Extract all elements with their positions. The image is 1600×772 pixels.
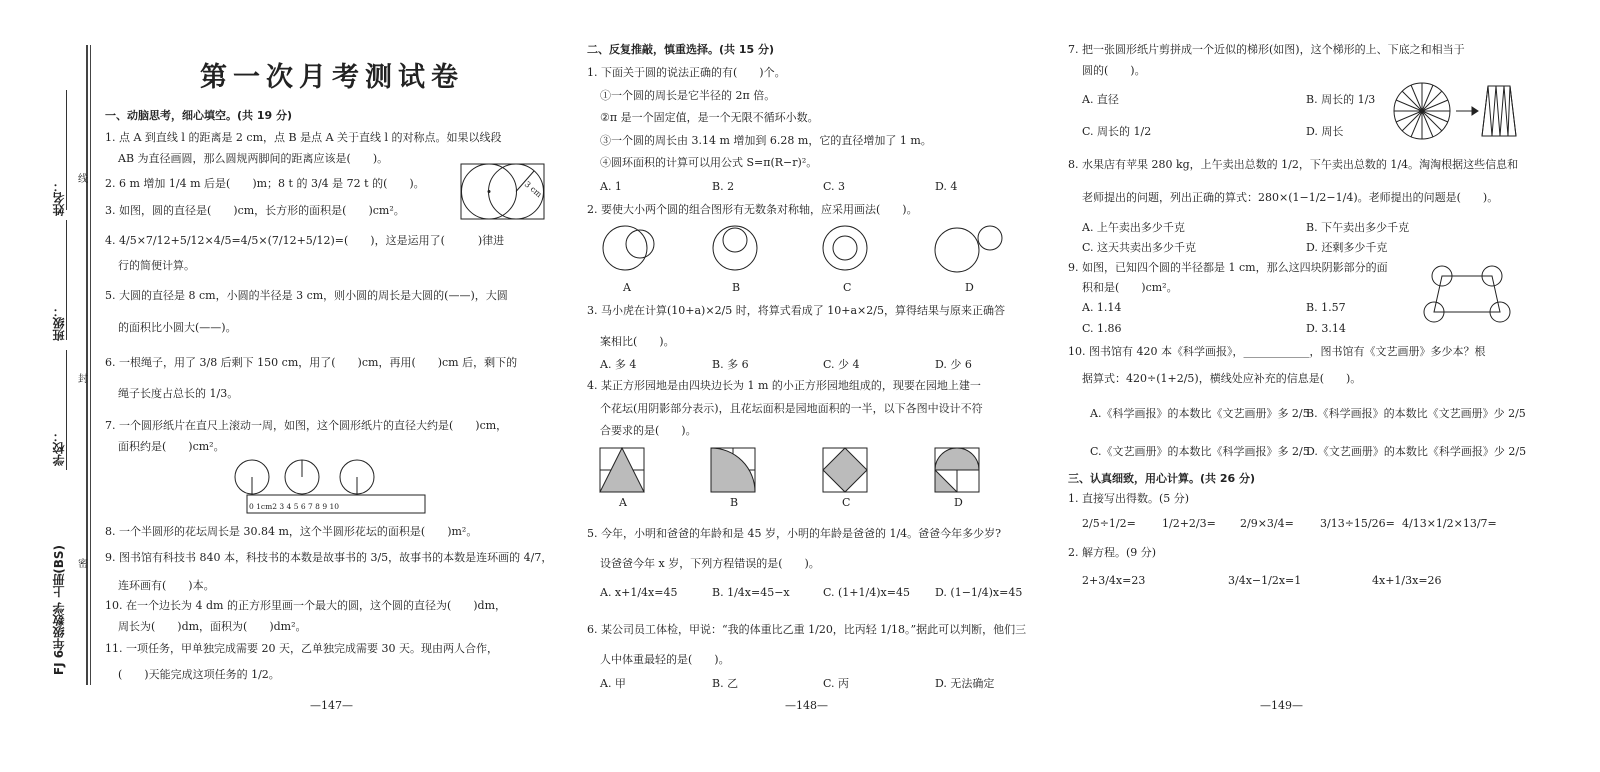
s2-q2-label-b: B bbox=[732, 281, 741, 294]
page-149 bbox=[1068, 0, 1600, 772]
s2-q1-option-c: C. 3 bbox=[823, 180, 846, 193]
name-label: 姓名： bbox=[52, 180, 66, 216]
q6-line1: 6. 一根绳子，用了 3/8 后剩下 150 cm，用了( )cm，再用( )cm 后，剩下的 bbox=[105, 356, 518, 369]
s2-q7-figure bbox=[1392, 80, 1522, 142]
s2-q10-option-c: C.《文艺画册》的本数比《科学画报》多 2/5 bbox=[1090, 445, 1310, 458]
page-number: —147— bbox=[310, 699, 353, 712]
section-1-heading: 一、动脑思考，细心填空。(共 19 分) bbox=[105, 109, 293, 122]
q9-line1: 9. 图书馆有科技书 840 本，科技书的本数是故事书的 3/5，故事书的本数是连环画的 4/7， bbox=[105, 551, 553, 564]
s2-q7-option-d: D. 周长 bbox=[1306, 125, 1344, 138]
s2-q5-line2: 设爸爸今年 x 岁，下列方程错误的是( )。 bbox=[600, 557, 820, 570]
s2-q4-line1: 4. 某正方形园地是由四块边长为 1 m 的小正方形园地组成的，现要在园地上建一 bbox=[587, 379, 981, 392]
calc-1-item-2: 1/2+2/3= bbox=[1162, 517, 1216, 530]
s2-q6-line2: 人中体重最轻的是( )。 bbox=[600, 653, 730, 666]
s2-q10-option-b: B.《科学画报》的本数比《文艺画册》少 2/5 bbox=[1306, 407, 1526, 420]
s2-q8-line1: 8. 水果店有苹果 280 kg，上午卖出总数的 1/2，下午卖出总数的 1/4。淘淘根据这些信息和 bbox=[1068, 158, 1519, 171]
q11-line1: 11. 一项任务，甲单独完成需要 20 天，乙单独完成需要 30 天。现由两人合作， bbox=[105, 642, 498, 655]
s2-q1-statement-2: ②π 是一个固定值，是一个无限不循环小数。 bbox=[600, 111, 819, 124]
s2-q7-option-c: C. 周长的 1/2 bbox=[1082, 125, 1152, 138]
s2-q2-label-a: A bbox=[623, 281, 631, 294]
binding-margin bbox=[0, 40, 100, 690]
bind-mark-xian: 线 bbox=[78, 174, 88, 185]
section-2-heading: 二、反复推敲，慎重选择。(共 15 分) bbox=[587, 43, 775, 56]
q7-ruler-figure bbox=[232, 458, 432, 516]
binding-line-inner bbox=[90, 45, 91, 685]
s2-q5-option-c: C. (1+1/4)x=45 bbox=[823, 586, 910, 599]
s2-q10-option-a: A.《科学画报》的本数比《文艺画册》多 2/5 bbox=[1090, 407, 1310, 420]
class-line bbox=[66, 220, 67, 340]
name-line bbox=[66, 90, 67, 210]
s2-q1: 1. 下面关于圆的说法正确的有( )个。 bbox=[587, 66, 786, 79]
s2-q6-option-b: B. 乙 bbox=[712, 677, 739, 690]
s2-q4-figures bbox=[599, 447, 1019, 495]
s2-q7-option-a: A. 直径 bbox=[1082, 93, 1119, 106]
s2-q3-option-b: B. 多 6 bbox=[712, 358, 749, 371]
page-number: —148— bbox=[785, 699, 828, 712]
s2-q8-option-d: D. 还剩多少千克 bbox=[1306, 241, 1388, 254]
q3-radius-label: 3 cm bbox=[522, 179, 544, 200]
q3-figure bbox=[460, 163, 546, 221]
s2-q5-option-a: A. x+1/4x=45 bbox=[600, 586, 678, 599]
s2-q4-label-b: B bbox=[730, 496, 739, 509]
s2-q6-line1: 6. 某公司员工体检，甲说：“我的体重比乙重 1/20，比丙轻 1/18。”据此可以判断，他们三 bbox=[587, 623, 1027, 636]
calc-2-item-1: 2+3/4x=23 bbox=[1082, 574, 1146, 587]
q1-line1: 1. 点 A 到直线 l 的距离是 2 cm，点 B 是点 A 关于直线 l 的对称点。如果以线段 bbox=[105, 131, 502, 144]
s2-q1-statement-1: ①一个圆的周长是它半径的 2π 倍。 bbox=[600, 89, 776, 102]
school-label: 学校： bbox=[52, 430, 66, 466]
s2-q5-option-b: B. 1/4x=45−x bbox=[712, 586, 790, 599]
q10-line1: 10. 在一个边长为 4 dm 的正方形里画一个最大的圆，这个圆的直径为( )dm， bbox=[105, 599, 507, 612]
q10-line2: 周长为( )dm，面积为( )dm²。 bbox=[118, 620, 307, 633]
s2-q3-option-d: D. 少 6 bbox=[935, 358, 972, 371]
q5-line2: 的面积比小圆大(——)。 bbox=[118, 321, 237, 334]
page-148 bbox=[575, 0, 1055, 772]
s2-q7-line2: 圆的( )。 bbox=[1082, 64, 1146, 77]
calc-2-item-3: 4x+1/3x=26 bbox=[1372, 574, 1442, 587]
s2-q9-option-d: D. 3.14 bbox=[1306, 322, 1346, 335]
q4-line1: 4. 4/5×7/12+5/12×4/5=4/5×(7/12+5/12)=( )，这是运用了( )律进 bbox=[105, 234, 505, 247]
s2-q9-option-a: A. 1.14 bbox=[1082, 301, 1122, 314]
q8: 8. 一个半圆形的花坛周长是 30.84 m，这个半圆形花坛的面积是( )m²。 bbox=[105, 525, 478, 538]
q1-line2: AB 为直径画圆，那么圆规两脚间的距离应该是( )。 bbox=[118, 152, 389, 165]
s2-q6-option-a: A. 甲 bbox=[600, 677, 626, 690]
calc-2-item-2: 3/4x−1/2x=1 bbox=[1228, 574, 1302, 587]
q11-line2: ( )天能完成这项任务的 1/2。 bbox=[118, 668, 280, 681]
s2-q10-line1: 10. 图书馆有 420 本《科学画报》，____________，图书馆有《文艺画册》多少本？根 bbox=[1068, 345, 1486, 358]
s2-q9-option-c: C. 1.86 bbox=[1082, 322, 1122, 335]
s2-q9-line1: 9. 如图，已知四个圆的半径都是 1 cm，那么这四块阴影部分的面 bbox=[1068, 261, 1388, 274]
s2-q3-option-a: A. 多 4 bbox=[600, 358, 637, 371]
s2-q8-line2: 老师提出的问题，列出正确的算式：280×(1−1/2−1/4)。老师提出的问题是( )。 bbox=[1082, 191, 1499, 204]
s2-q4-label-c: C bbox=[842, 496, 851, 509]
q6-line2: 绳子长度占总长的 1/3。 bbox=[118, 387, 239, 400]
s2-q1-option-a: A. 1 bbox=[600, 180, 622, 193]
calc-part-1: 1. 直接写出得数。(5 分) bbox=[1068, 492, 1190, 505]
s2-q5-line1: 5. 今年，小明和爸爸的年龄和是 45 岁，小明的年龄是爸爸的 1/4。爸爸今年多少岁? bbox=[587, 527, 1002, 540]
s2-q3-line2: 案相比( )。 bbox=[600, 335, 675, 348]
s2-q7-option-b: B. 周长的 1/3 bbox=[1306, 93, 1376, 106]
s2-q9-figure bbox=[1420, 262, 1512, 326]
s2-q4-line2: 个花坛(用阴影部分表示)，且花坛面积是园地面积的一半，以下各图中设计不符 bbox=[600, 402, 983, 415]
s2-q1-option-b: B. 2 bbox=[712, 180, 735, 193]
calc-1-item-1: 2/5÷1/2= bbox=[1082, 517, 1136, 530]
binding-line bbox=[86, 45, 88, 685]
s2-q6-option-c: C. 丙 bbox=[823, 677, 850, 690]
s2-q2: 2. 要使大小两个圆的组合图形有无数条对称轴，应采用画法( )。 bbox=[587, 203, 918, 216]
calc-1-item-3: 2/9×3/4= bbox=[1240, 517, 1294, 530]
section-3-heading: 三、认真细致，用心计算。(共 26 分) bbox=[1068, 472, 1256, 485]
s2-q9-option-b: B. 1.57 bbox=[1306, 301, 1346, 314]
s2-q2-label-d: D bbox=[965, 281, 974, 294]
s2-q4-label-d: D bbox=[954, 496, 963, 509]
q2: 2. 6 m 增加 1/4 m 后是( )m；8 t 的 3/4 是 72 t 的( )。 bbox=[105, 177, 425, 190]
page-title: 第一次月考测试卷 bbox=[200, 62, 464, 93]
s2-q3-option-c: C. 少 4 bbox=[823, 358, 860, 371]
calc-1-item-5: 4/13×1/2×13/7= bbox=[1402, 517, 1497, 530]
s2-q7-line1: 7. 把一张圆形纸片剪拼成一个近似的梯形(如图)，这个梯形的上、下底之和相当于 bbox=[1068, 43, 1465, 56]
s2-q1-statement-4: ④圆环面积的计算可以用公式 S=π(R−r)²。 bbox=[600, 156, 818, 169]
s2-q10-line2: 据算式：420÷(1+2/5)，横线处应补充的信息是( )。 bbox=[1082, 372, 1362, 385]
s2-q6-option-d: D. 无法确定 bbox=[935, 677, 995, 690]
calc-part-2: 2. 解方程。(9 分) bbox=[1068, 546, 1157, 559]
q5-line1: 5. 大圆的直径是 8 cm，小圆的半径是 3 cm，则小圆的周长是大圆的(——)，大圆 bbox=[105, 289, 508, 302]
s2-q8-option-a: A. 上午卖出多少千克 bbox=[1082, 221, 1185, 234]
s2-q1-statement-3: ③一个圆的周长由 3.14 m 增加到 6.28 m，它的直径增加了 1 m。 bbox=[600, 134, 932, 147]
calc-1-item-4: 3/13÷15/26= bbox=[1320, 517, 1395, 530]
s2-q8-option-c: C. 这天共卖出多少千克 bbox=[1082, 241, 1197, 254]
page-number: —149— bbox=[1260, 699, 1303, 712]
s2-q10-option-d: D.《文艺画册》的本数比《科学画报》少 2/5 bbox=[1306, 445, 1527, 458]
school-line bbox=[66, 350, 67, 470]
s2-q8-option-b: B. 下午卖出多少千克 bbox=[1306, 221, 1410, 234]
q3: 3. 如图，圆的直径是( )cm，长方形的面积是( )cm²。 bbox=[105, 204, 405, 217]
s2-q9-line2: 积和是( )cm²。 bbox=[1082, 281, 1178, 294]
ruler-labels: 0 1cm2 3 4 5 6 7 8 9 10 bbox=[249, 502, 340, 511]
class-label: 班级： bbox=[52, 305, 66, 341]
q4-line2: 行的简便计算。 bbox=[118, 259, 195, 272]
q7-line1: 7. 一个圆形纸片在直尺上滚动一周，如图，这个圆形纸片的直径大约是( )cm， bbox=[105, 419, 508, 432]
bind-mark-mi: 密 bbox=[78, 559, 88, 570]
book-label: FJ 6年级数学 上册(BS) bbox=[52, 545, 66, 676]
bind-mark-feng: 封 bbox=[78, 374, 88, 385]
s2-q5-option-d: D. (1−1/4)x=45 bbox=[935, 586, 1023, 599]
page-147 bbox=[0, 0, 560, 772]
s2-q3-line1: 3. 马小虎在计算(10+a)×2/5 时，将算式看成了 10+a×2/5，算得结果与原来正确答 bbox=[587, 304, 1005, 317]
s2-q4-line3: 合要求的是( )。 bbox=[600, 424, 697, 437]
s2-q1-option-d: D. 4 bbox=[935, 180, 958, 193]
s2-q2-label-c: C bbox=[843, 281, 852, 294]
s2-q4-label-a: A bbox=[619, 496, 627, 509]
q9-line2: 连环画有( )本。 bbox=[118, 579, 215, 592]
q7-line2: 面积约是( )cm²。 bbox=[118, 440, 225, 453]
